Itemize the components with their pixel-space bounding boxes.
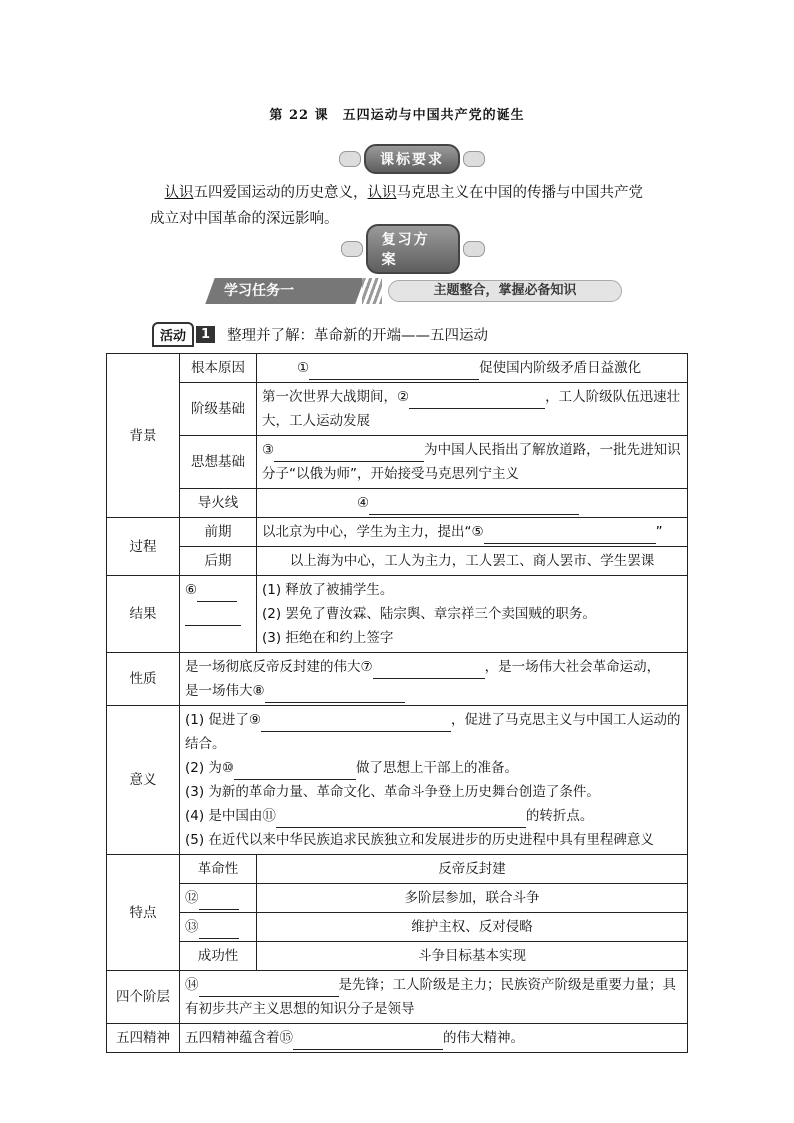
- blank-9[interactable]: [261, 715, 451, 732]
- cell-result-num: [180, 576, 257, 653]
- cat-stages: 四个阶层: [107, 971, 180, 1024]
- cat-significance: 意义: [107, 706, 180, 855]
- knowledge-table: [106, 353, 688, 1053]
- blank-6a[interactable]: [197, 585, 237, 602]
- cell-feature-13: 维护主权、反对侵略: [257, 913, 688, 942]
- table-row: [107, 971, 688, 1024]
- cell-fuse: [257, 489, 688, 518]
- cell-late: 以上海为中心，工人为主力，工人罢工、商人罢市、学生罢课: [257, 547, 688, 576]
- blank-13[interactable]: [199, 922, 239, 939]
- task-label: 学习任务一: [224, 283, 294, 299]
- stages-post: 是先锋；工人阶级是主力；民族资产阶级是重要力量；具有初步共产主义思想的知识分子是领导: [185, 977, 676, 1017]
- blank-8[interactable]: [265, 686, 405, 703]
- sub-fuse: 导火线: [180, 489, 257, 518]
- task-label-box: [205, 278, 364, 304]
- req-keyword-2: 认识: [367, 185, 397, 201]
- activity-title: 整理并了解：革命新的开端——五四运动: [227, 328, 489, 344]
- cat-process: 过程: [107, 518, 180, 576]
- task-stripe-decor: [362, 278, 382, 304]
- sig-5: (5) 在近代以来中华民族追求民族独立和发展进步的历史进程中具有里程碑意义: [185, 832, 654, 848]
- requirements-banner-label: 课标要求: [364, 144, 460, 174]
- cell-feature-12: 多阶层参加，联合斗争: [257, 884, 688, 913]
- result-item: (3) 拒绝在和约上签字: [262, 630, 394, 646]
- cat-background: 背景: [107, 354, 180, 518]
- table-row: [107, 1024, 688, 1053]
- num-1: ①: [297, 360, 310, 376]
- class-post: ，工人阶级队伍迅速壮大，工人运动发展: [262, 389, 681, 429]
- table-row: [107, 576, 688, 653]
- cell-nature: [180, 653, 688, 706]
- blank-3[interactable]: [274, 445, 424, 462]
- table-row: [107, 884, 688, 913]
- cell-spirit: [180, 1024, 688, 1053]
- spirit-post: 的伟大精神。: [443, 1030, 524, 1046]
- cat-features: 特点: [107, 855, 180, 971]
- blank-12[interactable]: [199, 893, 239, 910]
- blank-15[interactable]: [293, 1033, 443, 1050]
- early-pre: 以北京为中心，学生为主力，提出“⑤: [262, 524, 484, 540]
- blank-2[interactable]: [409, 392, 545, 409]
- cell-stages: [180, 971, 688, 1024]
- sub-idea: 思想基础: [180, 436, 257, 489]
- blank-14[interactable]: [199, 980, 339, 997]
- sub-success: 成功性: [180, 942, 257, 971]
- table-row: [107, 489, 688, 518]
- spirit-pre: 五四精神蕴含着⑮: [185, 1030, 293, 1046]
- blank-4[interactable]: [369, 498, 579, 515]
- cat-spirit: 五四精神: [107, 1024, 180, 1053]
- table-row: [107, 913, 688, 942]
- nature-pre2: 是一场伟大⑧: [185, 683, 265, 699]
- table-row: [107, 942, 688, 971]
- requirements-banner: [330, 146, 494, 172]
- blank-7[interactable]: [373, 662, 485, 679]
- cell-revolutionary: 反帝反封建: [257, 855, 688, 884]
- req-text-2: 马克思主义在中国的传播与中国共产党成立对中国革命的深远影响。: [150, 185, 643, 227]
- thumb-right-icon: [463, 151, 485, 167]
- ornament-left-icon: [341, 241, 363, 257]
- num-12: ⑫: [185, 890, 199, 906]
- cell-early: [257, 518, 688, 547]
- blank-10[interactable]: [234, 763, 356, 780]
- blank-11[interactable]: [276, 811, 526, 828]
- table-row: [107, 855, 688, 884]
- activity-tag: 活动: [152, 322, 194, 347]
- class-pre: 第一次世界大战期间，②: [262, 389, 410, 405]
- num-14: ⑭: [185, 977, 199, 993]
- blank-5[interactable]: [484, 527, 656, 544]
- activity-heading: [152, 322, 488, 347]
- sub-class: 阶级基础: [180, 383, 257, 436]
- table-row: [107, 653, 688, 706]
- num-6: ⑥: [185, 582, 198, 598]
- num-13: ⑬: [185, 919, 199, 935]
- idea-post: 为中国人民指出了解放道路，一批先进知识分子“以俄为师”，开始接受马克思列宁主义: [262, 442, 681, 482]
- sig-2-post: 做了思想上干部上的准备。: [356, 760, 519, 776]
- sig-2-pre: (2) 为⑩: [185, 760, 235, 776]
- thumb-left-icon: [339, 151, 361, 167]
- ornament-right-icon: [463, 241, 485, 257]
- table-row: [107, 706, 688, 855]
- num-4: ④: [357, 495, 370, 511]
- sub-root: 根本原因: [180, 354, 257, 383]
- sig-1-pre: (1) 促进了⑨: [185, 712, 262, 728]
- cell-result: [257, 576, 688, 653]
- table-row: [107, 518, 688, 547]
- table-row: [107, 383, 688, 436]
- result-item: (2) 罢免了曹汝霖、陆宗舆、章宗祥三个卖国贼的职务。: [262, 606, 596, 622]
- review-banner: [338, 232, 488, 268]
- activity-number: 1: [196, 326, 215, 343]
- review-banner-label: 复习方案: [366, 224, 461, 274]
- result-item: (1) 释放了被捕学生。: [262, 582, 394, 598]
- nature-mid: ，是一场伟大社会革命运动，: [484, 659, 661, 675]
- cat-nature: 性质: [107, 653, 180, 706]
- sig-4-pre: (4) 是中国由⑪: [185, 808, 276, 824]
- blank-6b[interactable]: [185, 609, 241, 626]
- table-row: [107, 547, 688, 576]
- table-row: [107, 354, 688, 383]
- root-text: 促使国内阶级矛盾日益激化: [479, 360, 642, 376]
- sub-feature-12: [180, 884, 257, 913]
- task-subtitle: 主题整合，掌握必备知识: [388, 280, 622, 302]
- sig-1-post: ，促进了马克思主义与中国工人运动的结合。: [185, 712, 681, 752]
- blank-1[interactable]: [309, 363, 479, 380]
- lesson-title: 第 22 课 五四运动与中国共产党的诞生: [269, 108, 525, 123]
- cell-class: [257, 383, 688, 436]
- cat-result: 结果: [107, 576, 180, 653]
- sub-revolutionary: 革命性: [180, 855, 257, 884]
- req-text-1: 五四爱国运动的历史意义，: [193, 185, 368, 201]
- cell-idea: [257, 436, 688, 489]
- nature-pre: 是一场彻底反帝反封建的伟大⑦: [185, 659, 373, 675]
- sub-late: 后期: [180, 547, 257, 576]
- num-3: ③: [262, 442, 275, 458]
- cell-root: [257, 354, 688, 383]
- req-keyword-1: 认识: [164, 185, 194, 201]
- sub-early: 前期: [180, 518, 257, 547]
- sub-feature-13: [180, 913, 257, 942]
- cell-significance: [180, 706, 688, 855]
- task-bar: [210, 278, 620, 304]
- early-post: ”: [655, 524, 663, 540]
- cell-success: 斗争目标基本实现: [257, 942, 688, 971]
- sig-3: (3) 为新的革命力量、革命文化、革命斗争登上历史舞台创造了条件。: [185, 784, 600, 800]
- table-row: [107, 436, 688, 489]
- sig-4-post: 的转折点。: [525, 808, 594, 824]
